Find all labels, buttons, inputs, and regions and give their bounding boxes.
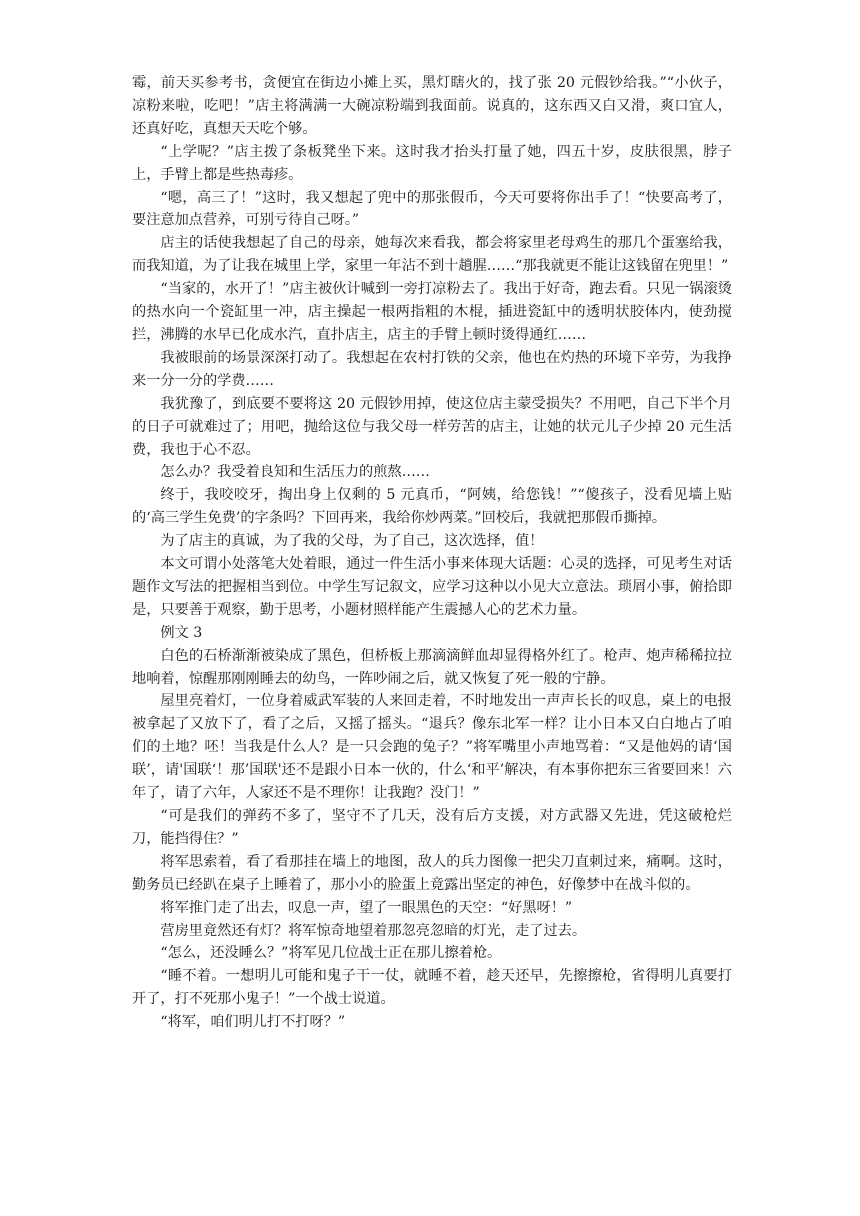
document-body xyxy=(132,72,732,1034)
paragraph: 白色的石桥渐渐被染成了黑色，但桥板上那滴滴鲜血却显得格外红了。枪声、炮声稀稀拉拉地响着，惊醒那刚刚睡去的幼鸟，一阵吵闹之后，就又恢复了死一般的宁静。 xyxy=(132,647,732,687)
paragraph: “可是我们的弹药不多了，坚守不了几天，没有后方支援，对方武器又先进，凭这破枪烂刀，能挡得住？” xyxy=(132,808,732,847)
paragraph: “怎么，还没睡么？”将军见几位战士正在那儿擦着枪。 xyxy=(160,945,502,962)
paragraph: 营房里竟然还有灯？将军惊奇地望着那忽亮忽暗的灯光，走了过去。 xyxy=(160,922,587,939)
paragraph: “睡不着。一想明儿可能和鬼子干一仗，就睡不着，趁天还早，先擦擦枪，省得明儿真要打开了，打不死那小鬼子！”一个战士说道。 xyxy=(132,968,732,1008)
paragraph: 为了店主的真诚，为了我的父母，为了自己，这次选择，值！ xyxy=(160,533,544,550)
paragraph: 终于，我咬咬牙，掏出身上仅剩的 5 元真币，“阿姨，给您钱！”“傻孩子，没看见墙上贴的‘高三学生免费’的字条吗？下回再来，我给你炒两菜。”回校后，我就把那假币撕掉。 xyxy=(132,487,732,527)
paragraph: 霉，前天买参考书，贪便宜在街边小摊上买，黑灯瞎火的，找了张 20 元假钞给我。”“小伙子，凉粉来啦，吃吧！”店主将满满一大碗凉粉端到我面前。说真的，这东西又白又滑，爽口宜人，还真好吃，真想天天吃个够。 xyxy=(132,75,732,137)
paragraph: 我犹豫了，到底要不要将这 20 元假钞用掉，使这位店主蒙受损失？不用吧，自己下半个月的日子可就难过了；用吧，抛给这位与我父母一样劳苦的店主，让她的状元儿子少掉 20 元生活费，我也于心不忍。 xyxy=(132,395,732,458)
paragraph: 怎么办？我受着良知和生活压力的煎熬…… xyxy=(160,464,430,481)
commentary-paragraph: 本文可谓小处落笔大处着眼，通过一件生活小事来体现大话题：心灵的选择，可见考生对话题作文写法的把握相当到位。中学生写记叙文，应学习这种以小见大立意法。琐屑小事，俯拾即是，只要善于观察，勤于思考，小题材照样能产生震撼人心的艺术力量。 xyxy=(132,556,732,618)
paragraph: “当家的，水开了！”店主被伙计喊到一旁打凉粉去了。我出于好奇，跑去看。只见一锅滚烫的热水向一个瓷缸里一冲，店主操起一根两指粗的木棍，插进瓷缸中的透明状胶体内，使劲搅拦，沸腾的水早已化成水汽，直扑店主，店主的手臂上顿时烫得通红…… xyxy=(132,281,732,343)
paragraph: 店主的话使我想起了自己的母亲，她每次来看我，都会将家里老母鸡生的那几个蛋塞给我，而我知道，为了让我在城里上学，家里一年沾不到十趟腥……“那我就更不能让这钱留在兜里！” xyxy=(132,235,732,275)
section-heading: 例文 3 xyxy=(160,624,203,641)
paragraph: 我被眼前的场景深深打动了。我想起在农村打铁的父亲，他也在灼热的环境下辛劳，为我挣来一分一分的学费…… xyxy=(132,349,732,389)
paragraph: “嗯，高三了！”这时，我又想起了兜中的那张假币，今天可要将你出手了！“快要高考了，要注意加点营养，可别亏待自己呀。” xyxy=(132,189,732,229)
paragraph: 将军思索着，看了看那挂在墙上的地图，敌人的兵力图像一把尖刀直刺过来，痛啊。这时，勤务员已经趴在桌子上睡着了，那小小的脸蛋上竟露出坚定的神色，好像梦中在战斗似的。 xyxy=(132,853,732,893)
paragraph: 将军推门走了出去，叹息一声，望了一眼黑色的天空：“好黑呀！” xyxy=(160,899,573,916)
paragraph: “上学呢？”店主拨了条板凳坐下来。这时我才抬头打量了她，四五十岁，皮肤很黑，脖子上，手臂上都是些热毒疹。 xyxy=(132,143,732,183)
paragraph: 屋里亮着灯，一位身着威武军装的人来回走着，不时地发出一声声长长的叹息，桌上的电报被拿起了又放下了，看了之后，又摇了摇头。“退兵？像东北军一样？让小日本又白白地占了咱们的土地？呸！当我是什么人？是一只会跑的兔子？”将军嘴里小声地骂着：“又是他妈的请‘国联’，请'国联‘！那’国联'还不是跟小日本一伙的，什么‘和平’解决，有本事你把东三省要回来！六年了，请了六年，人家还不是不理你！让我跑？没门！” xyxy=(132,693,732,802)
paragraph: “将军，咱们明儿打不打呀？” xyxy=(160,1014,346,1031)
